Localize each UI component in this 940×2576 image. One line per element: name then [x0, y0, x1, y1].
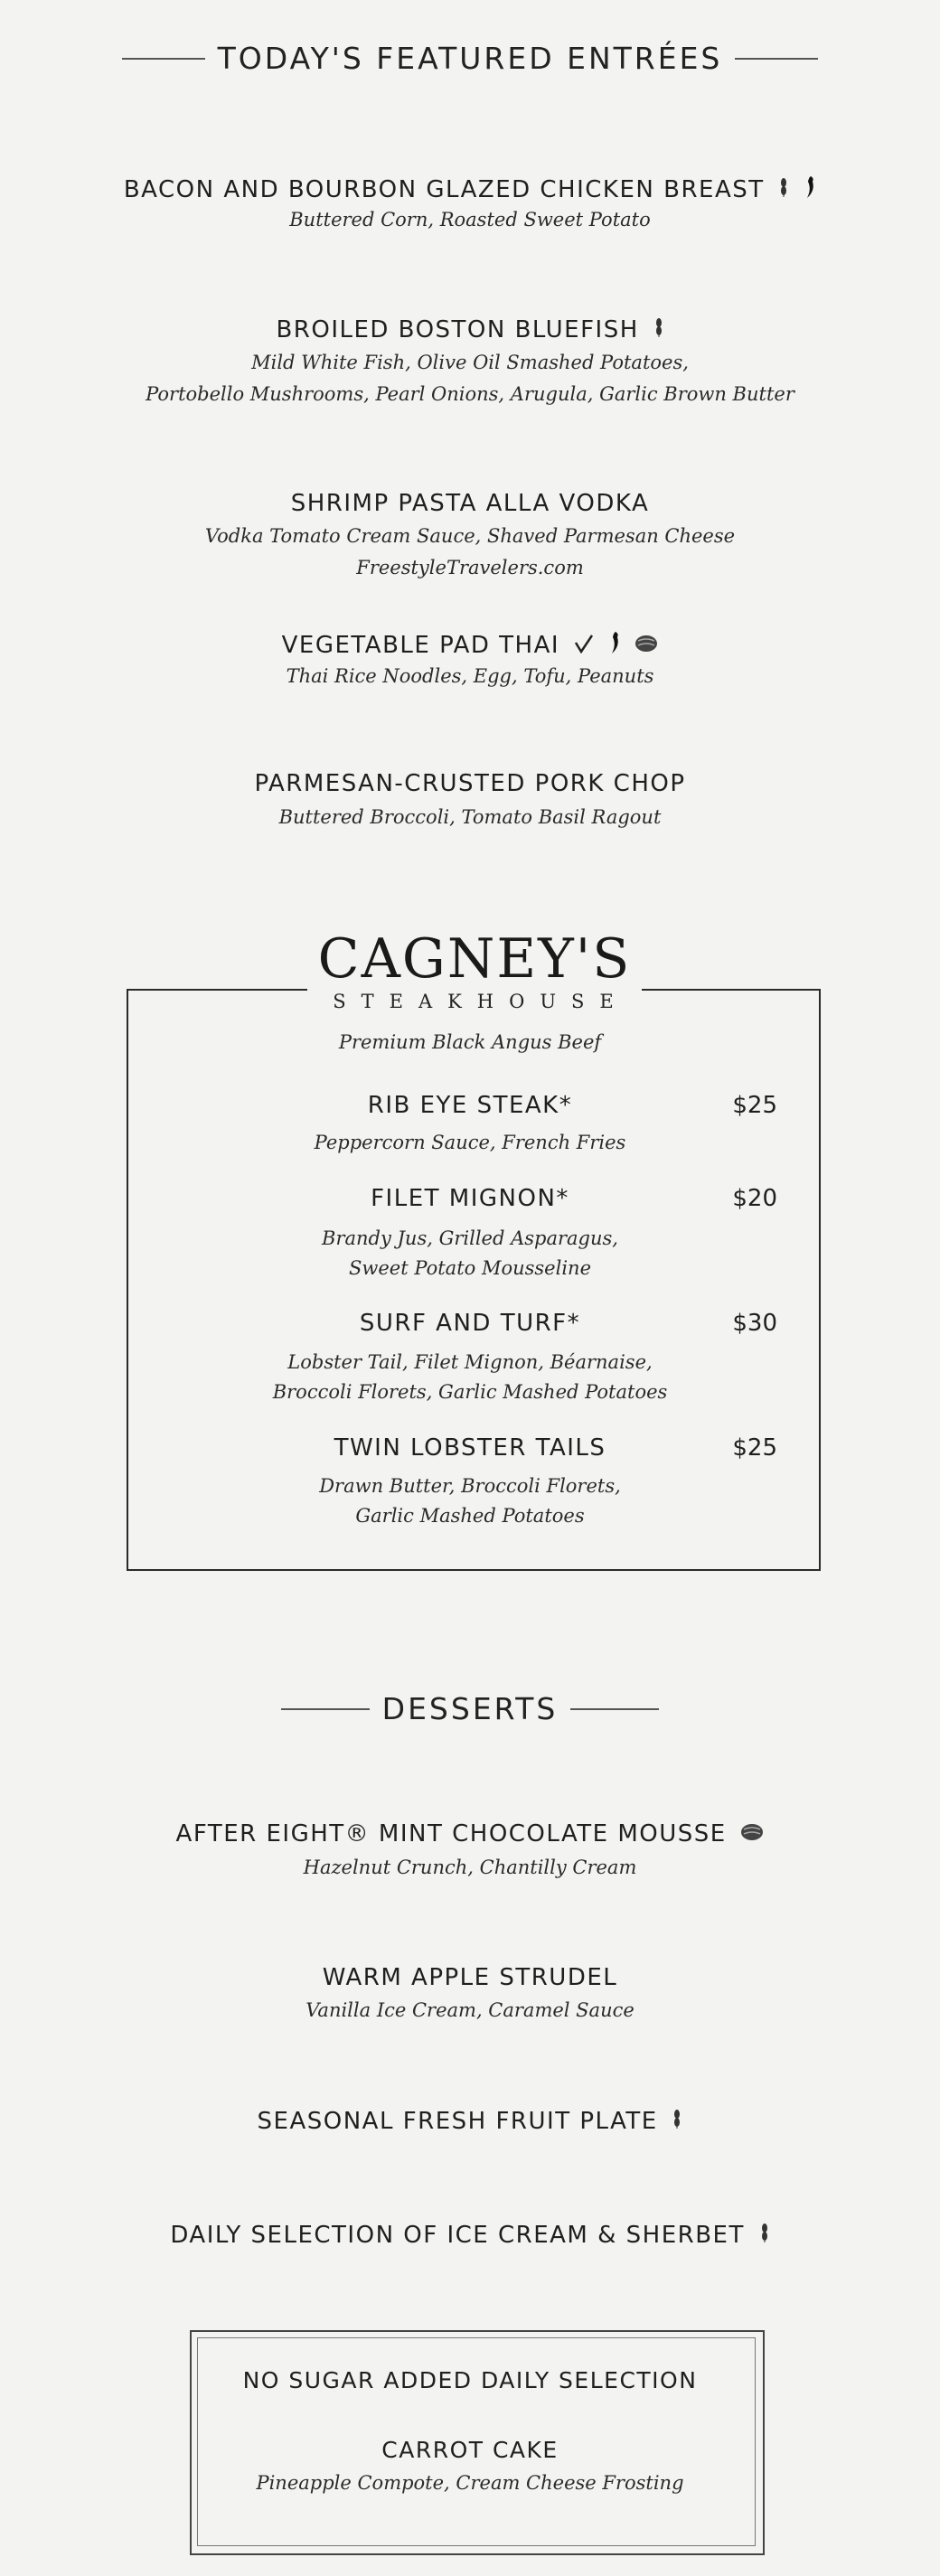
entree-item-title — [0, 490, 940, 517]
desserts-heading: DESSERTS — [381, 1691, 559, 1726]
wheat-icon — [672, 2108, 682, 2136]
wheat-icon — [778, 176, 789, 204]
dessert-item-title — [0, 1964, 940, 1991]
entree-description: Buttered Broccoli, Tomato Basil Ragout — [278, 806, 662, 828]
nut-icon — [740, 1821, 764, 1848]
steak-item-title: RIB EYE STEAK* — [367, 1092, 573, 1119]
dessert-item-title — [0, 1820, 940, 1848]
steak-description: Brandy Jus, Grilled Asparagus, — [322, 1227, 618, 1249]
entree-item-title — [0, 174, 940, 206]
entree-name: PARMESAN-CRUSTED PORK CHOP — [254, 770, 686, 797]
heading-rule-right — [735, 58, 818, 60]
brand-name: CAGNEY'S — [317, 927, 632, 991]
dessert-item-title — [0, 2222, 940, 2250]
steak-item-title: FILET MIGNON* — [371, 1185, 569, 1212]
wheat-icon — [653, 316, 664, 344]
dessert-name: SEASONAL FRESH FRUIT PLATE — [257, 2108, 658, 2135]
entree-name: BACON AND BOURBON GLAZED CHICKEN BREAST — [123, 176, 765, 203]
entree-item-title — [0, 316, 940, 344]
entree-item-title — [0, 770, 940, 797]
heading-rule-left — [281, 1708, 370, 1710]
desserts-section-header — [0, 1691, 940, 1726]
steak-description: Lobster Tail, Filet Mignon, Béarnaise, — [287, 1351, 653, 1373]
entree-description: Portobello Mushrooms, Pearl Onions, Arugula, Garlic Brown Butter — [146, 383, 794, 405]
steak-item-title: SURF AND TURF* — [359, 1310, 581, 1337]
nut-icon — [634, 633, 658, 660]
wheat-icon — [759, 2222, 770, 2250]
steak-description: Drawn Butter, Broccoli Florets, — [319, 1475, 621, 1497]
entree-description: Vodka Tomato Cream Sauce, Shaved Parmesan Cheese — [204, 525, 736, 547]
steakhouse-logo — [307, 927, 642, 1012]
entree-description: Thai Rice Noodles, Egg, Tofu, Peanuts — [286, 665, 654, 687]
entree-description: Buttered Corn, Roasted Sweet Potato — [289, 209, 651, 230]
watermark-text: FreestyleTravelers.com — [356, 557, 584, 578]
steak-price: $25 — [732, 1434, 777, 1462]
no-sugar-item-title: CARROT CAKE — [381, 2437, 559, 2463]
dessert-description: Vanilla Ice Cream, Caramel Sauce — [306, 1999, 634, 2021]
steak-price: $30 — [732, 1310, 777, 1337]
entree-item-title — [0, 630, 940, 662]
entree-name: VEGETABLE PAD THAI — [281, 632, 560, 659]
chili-pepper-icon — [608, 630, 621, 662]
heading-rule-right — [570, 1708, 659, 1710]
dessert-description: Hazelnut Crunch, Chantilly Cream — [303, 1857, 637, 1878]
entree-description: Mild White Fish, Olive Oil Smashed Potatoes, — [251, 352, 689, 373]
brand-subtitle: STEAKHOUSE — [333, 991, 629, 1012]
steak-price: $20 — [732, 1185, 777, 1212]
dessert-name: AFTER EIGHT® MINT CHOCOLATE MOUSSE — [175, 1820, 727, 1847]
entree-name: SHRIMP PASTA ALLA VODKA — [290, 490, 650, 517]
no-sugar-description: Pineapple Compote, Cream Cheese Frosting — [256, 2472, 684, 2494]
dessert-name: WARM APPLE STRUDEL — [322, 1964, 618, 1991]
heading-rule-left — [122, 58, 205, 60]
steak-price: $25 — [732, 1092, 777, 1119]
dessert-name: DAILY SELECTION OF ICE CREAM & SHERBET — [170, 2222, 745, 2249]
steak-description: Garlic Mashed Potatoes — [355, 1505, 585, 1527]
steak-description: Broccoli Florets, Garlic Mashed Potatoes — [272, 1381, 668, 1403]
dessert-item-title — [0, 2108, 940, 2136]
steak-item-title: TWIN LOBSTER TAILS — [334, 1434, 606, 1462]
no-sugar-heading: NO SUGAR ADDED DAILY SELECTION — [242, 2367, 698, 2393]
entrees-heading: TODAY'S FEATURED ENTRÉES — [217, 41, 723, 76]
entree-name: BROILED BOSTON BLUEFISH — [276, 316, 639, 343]
steakhouse-tagline: Premium Black Angus Beef — [338, 1031, 602, 1053]
entrees-section-header — [0, 41, 940, 76]
chili-pepper-icon — [804, 174, 816, 206]
steak-description: Peppercorn Sauce, French Fries — [314, 1132, 626, 1153]
steak-description: Sweet Potato Mousseline — [348, 1257, 591, 1279]
vegetarian-check-icon — [574, 633, 594, 660]
